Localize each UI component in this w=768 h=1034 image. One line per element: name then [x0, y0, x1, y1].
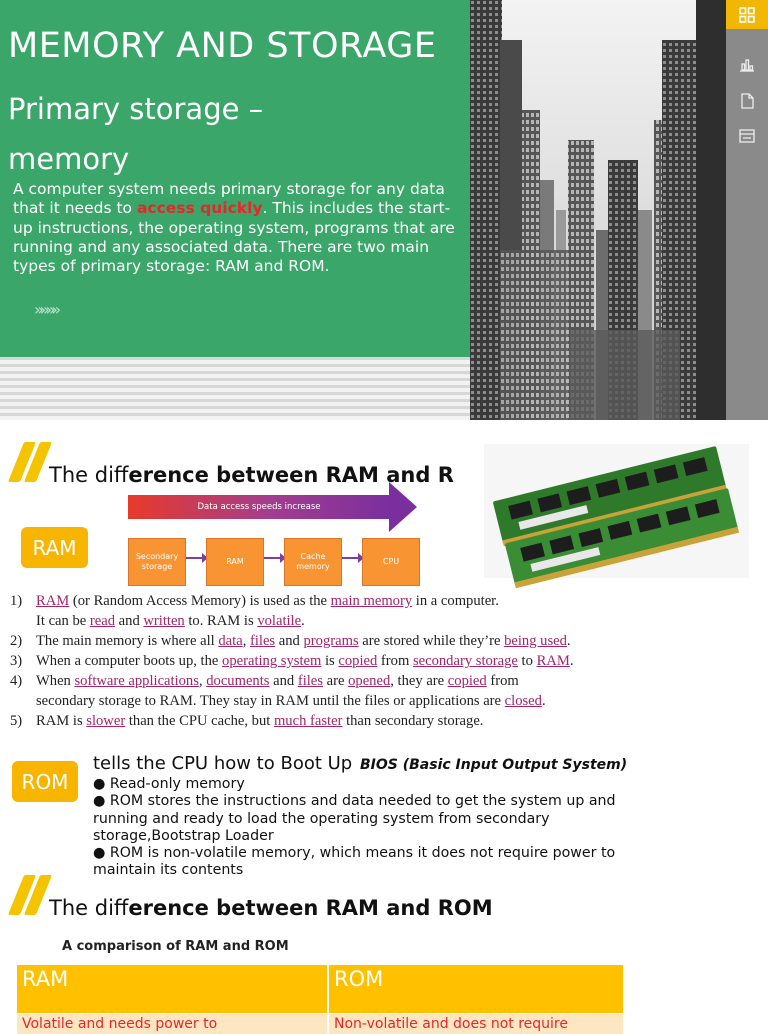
- list-text-run: .: [569, 653, 574, 669]
- comparison-table: [17, 965, 623, 1032]
- list-text-run: .: [301, 613, 305, 629]
- hero-section: [0, 0, 768, 420]
- rom-boot-text: tells the CPU how to Boot Up: [93, 753, 353, 774]
- list-text-run: are stored while they’re: [358, 633, 505, 649]
- key-term: copied: [447, 673, 487, 689]
- section-title-pre: The diff: [49, 463, 129, 487]
- list-text-run: (or Random Access Memory) is used as the: [69, 593, 331, 609]
- page-title: MEMORY AND STORAGE: [8, 26, 437, 66]
- table-cell: Volatile and needs power to: [17, 1014, 327, 1034]
- list-text-run: than the CPU cache, but: [125, 713, 274, 729]
- key-term: opened: [348, 673, 391, 689]
- ram-modules-image: [484, 444, 749, 578]
- list-text-run: ,: [198, 673, 207, 689]
- speed-arrow-label: Data access speeds increase: [197, 502, 321, 512]
- list-text-run: It can be: [36, 613, 90, 629]
- table-header-rom: ROM: [329, 965, 623, 1013]
- list-text-run: and: [115, 613, 144, 629]
- flow-arrow-icon: [342, 557, 362, 559]
- section-title-bold: erence between RAM and R: [128, 463, 454, 487]
- list-item: [10, 711, 660, 731]
- key-term: RAM: [536, 653, 570, 669]
- key-term: written: [143, 613, 185, 629]
- flow-arrow-icon: [186, 557, 206, 559]
- key-term: programs: [303, 633, 359, 649]
- rom-bullet-list: [93, 776, 653, 879]
- list-item: [10, 671, 660, 711]
- flow-box-secondary-storage: Secondary storage: [128, 538, 186, 586]
- rom-bullet: ● ROM stores the instructions and data needed to get the system up and running and ready to load the operating system from secondary storage,Bootstrap Loader: [93, 793, 616, 844]
- list-text-run: than secondary storage.: [342, 713, 484, 729]
- flow-box-ram: RAM: [206, 538, 264, 586]
- list-number: 1): [10, 593, 23, 609]
- table-header-ram: RAM: [17, 965, 327, 1013]
- list-number: 5): [10, 713, 23, 729]
- list-text-run: ,: [242, 633, 250, 649]
- key-term: operating system: [222, 653, 322, 669]
- ram-badge: RAM: [21, 527, 88, 568]
- speed-arrow-head: [389, 482, 417, 532]
- section-title-pre: The diff: [49, 896, 129, 920]
- list-text-run: , they are: [390, 673, 448, 689]
- list-text-run: are: [322, 673, 349, 689]
- list-number: 2): [10, 633, 23, 649]
- rom-bullet: ● Read-only memory: [93, 776, 245, 792]
- city-skyline-image: [470, 0, 726, 420]
- flow-box-cpu: CPU: [362, 538, 420, 586]
- list-text-run: is: [321, 653, 339, 669]
- section-title-comparison: [49, 896, 569, 920]
- list-item: [10, 591, 660, 631]
- list-text-run: RAM is: [36, 713, 87, 729]
- key-term: volatile: [257, 613, 302, 629]
- key-term: documents: [206, 673, 270, 689]
- flow-box-cache: Cache memory: [284, 538, 342, 586]
- intro-text-1: A computer system needs primary storage for any data that it needs to: [13, 180, 445, 218]
- list-text-run: The main memory is where all: [36, 633, 219, 649]
- key-term: files: [249, 633, 276, 649]
- hero-panel: [0, 0, 470, 357]
- card-icon[interactable]: [726, 121, 768, 150]
- key-term: data: [218, 633, 243, 649]
- key-term: being used: [504, 633, 567, 649]
- table-cell: Non-volatile and does not require: [329, 1014, 623, 1034]
- rom-bullet: ● ROM is non-volatile memory, which means it does not require power to maintain its contents: [93, 845, 616, 879]
- list-number: 3): [10, 653, 23, 669]
- list-text-run: in a computer.: [412, 593, 499, 609]
- section-title-bold: erence between RAM and ROM: [128, 896, 493, 920]
- list-text-run: and: [269, 673, 298, 689]
- key-term: RAM: [36, 593, 70, 609]
- key-term: main memory: [330, 593, 413, 609]
- quote-mark-icon: [6, 442, 48, 486]
- key-term: copied: [338, 653, 378, 669]
- list-text-run: from: [486, 673, 519, 689]
- intro-highlight: access quickly: [136, 199, 263, 218]
- chart-icon[interactable]: [726, 50, 768, 79]
- list-text-run: .: [541, 693, 546, 709]
- list-text: [36, 631, 571, 651]
- key-term: files: [297, 673, 323, 689]
- intro-paragraph: [13, 180, 468, 276]
- flow-arrow-icon: [264, 557, 284, 559]
- striped-decoration: [0, 357, 470, 420]
- list-text-run: When a computer boots up, the: [36, 653, 223, 669]
- list-text-run: When: [36, 673, 75, 689]
- list-text-run: from: [377, 653, 413, 669]
- chevrons-decoration-icon: »»»»: [34, 300, 58, 319]
- list-text-run: secondary storage to RAM. They stay in RAM until the files or applications are: [36, 693, 505, 709]
- key-term: much faster: [273, 713, 343, 729]
- key-term: software applications: [74, 673, 199, 689]
- key-term: read: [89, 613, 116, 629]
- sidebar: [726, 0, 768, 420]
- quote-mark-icon: [6, 875, 48, 919]
- list-item: [10, 651, 660, 671]
- list-text: [36, 591, 499, 631]
- list-text: [36, 671, 546, 711]
- intro-text-2: . This includes the start-up instructions, the operating system, programs that are running and any associated data. There are two main types of primary storage: RAM and ROM.: [13, 199, 455, 276]
- list-text: [36, 651, 573, 671]
- rom-badge: ROM: [12, 761, 78, 802]
- list-text-run: to. RAM is: [184, 613, 258, 629]
- list-text-run: .: [566, 633, 571, 649]
- ram-facts-list: [10, 591, 660, 731]
- comparison-caption: A comparison of RAM and ROM: [62, 939, 289, 954]
- list-text-run: to: [517, 653, 537, 669]
- key-term: slower: [86, 713, 126, 729]
- key-term: secondary storage: [412, 653, 518, 669]
- list-text-run: and: [275, 633, 304, 649]
- page-subtitle: Primary storage – memory: [8, 92, 264, 176]
- list-text: [36, 711, 483, 731]
- grid-icon[interactable]: [726, 0, 768, 29]
- document-icon[interactable]: [726, 86, 768, 115]
- list-item: [10, 631, 660, 651]
- rom-bios-label: BIOS (Basic Input Output System): [360, 757, 628, 773]
- key-term: closed: [504, 693, 542, 709]
- list-number: 4): [10, 673, 23, 689]
